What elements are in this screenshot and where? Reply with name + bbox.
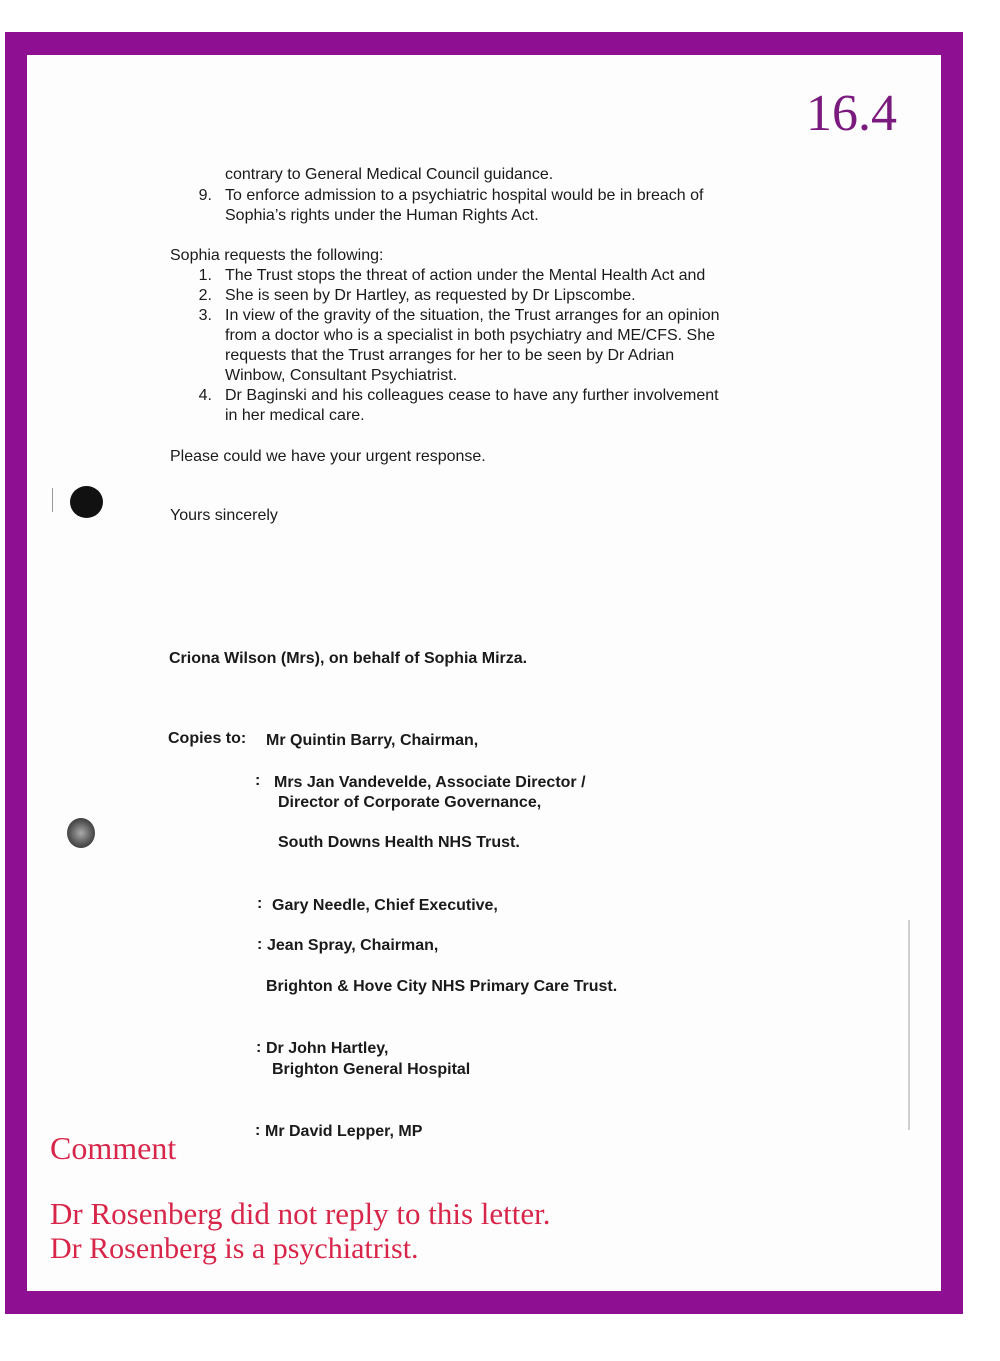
copies-colon: :	[255, 1122, 261, 1139]
requests-intro: Sophia requests the following:	[170, 247, 384, 264]
copies-recipient: Mr David Lepper, MP	[265, 1123, 423, 1140]
point-9-line1: To enforce admission to a psychiatric hospital would be in breach of	[225, 187, 704, 204]
scan-edge-line	[908, 920, 910, 1130]
copies-label: Copies to:	[168, 730, 247, 747]
request-number: 1.	[198, 267, 212, 284]
copies-recipient: Mr Quintin Barry, Chairman,	[266, 732, 479, 749]
comment-line: Dr Rosenberg did not reply to this letter.	[50, 1196, 551, 1231]
request-number: 2.	[198, 287, 212, 304]
copies-recipient: Director of Corporate Governance,	[278, 794, 542, 811]
copies-colon: :	[256, 1039, 262, 1056]
letter-page	[27, 55, 941, 1291]
copies-colon: :	[257, 895, 263, 912]
point-9-number: 9.	[198, 187, 212, 204]
request-line: The Trust stops the threat of action under the Mental Health Act and	[225, 267, 706, 284]
point-8-end: contrary to General Medical Council guidance.	[225, 166, 554, 183]
request-line: She is seen by Dr Hartley, as requested by Dr Lipscombe.	[225, 287, 636, 304]
request-line: Winbow, Consultant Psychiatrist.	[225, 367, 458, 384]
point-9-line2: Sophia’s rights under the Human Rights Act.	[225, 207, 539, 224]
copies-organisation: Brighton & Hove City NHS Primary Care Trust.	[266, 978, 618, 995]
ink-blot-faint	[67, 818, 95, 848]
scan-edge-line	[52, 488, 53, 512]
request-number: 4.	[198, 387, 212, 404]
request-line: in her medical care.	[225, 407, 365, 424]
copies-colon: :	[255, 772, 261, 789]
urgent-response-line: Please could we have your urgent response.	[170, 448, 486, 465]
request-line: requests that the Trust arranges for her to be seen by Dr Adrian	[225, 347, 675, 364]
copies-recipient: Mrs Jan Vandevelde, Associate Director /	[274, 774, 586, 791]
comment-heading: Comment	[50, 1130, 177, 1166]
ink-blot	[70, 486, 103, 518]
request-line: from a doctor who is a specialist in both psychiatry and ME/CFS. She	[225, 327, 715, 344]
signatory: Criona Wilson (Mrs), on behalf of Sophia Mirza.	[169, 650, 528, 667]
copies-recipient: Jean Spray, Chairman,	[267, 937, 439, 954]
copies-colon: :	[257, 936, 263, 953]
copies-organisation: Brighton General Hospital	[272, 1061, 471, 1078]
page-number: 16.4	[806, 85, 897, 142]
closing-salutation: Yours sincerely	[170, 507, 278, 524]
comment-line: Dr Rosenberg is a psychiatrist.	[50, 1232, 419, 1265]
request-number: 3.	[198, 307, 212, 324]
copies-recipient: Gary Needle, Chief Executive,	[272, 897, 498, 914]
copies-recipient: Dr John Hartley,	[266, 1040, 389, 1057]
request-line: Dr Baginski and his colleagues cease to have any further involvement	[225, 387, 719, 404]
request-line: In view of the gravity of the situation, the Trust arranges for an opinion	[225, 307, 720, 324]
copies-organisation: South Downs Health NHS Trust.	[278, 834, 520, 851]
